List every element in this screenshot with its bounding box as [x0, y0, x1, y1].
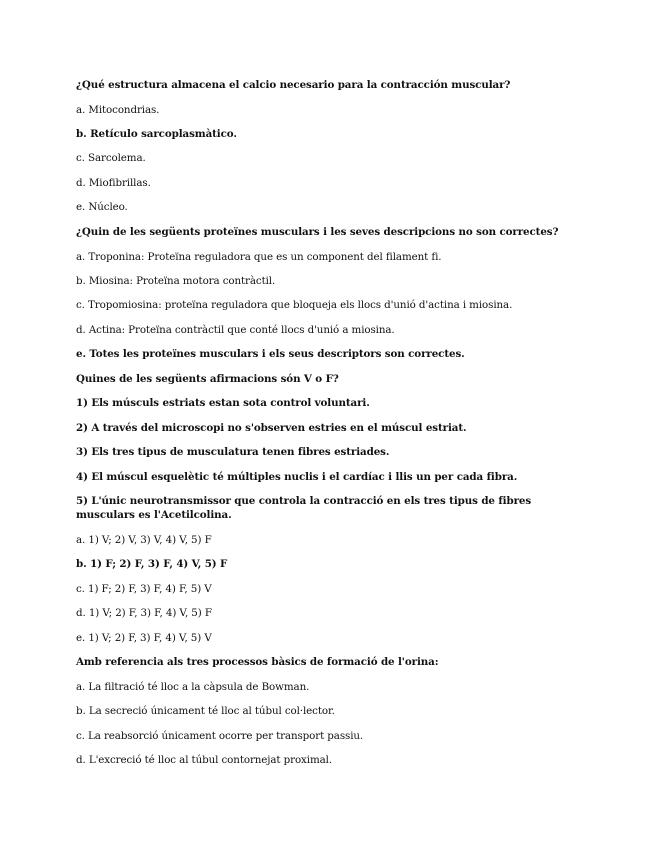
question-4-prompt: Amb referencia als tres processos bàsics de formació de l'orina: [76, 656, 439, 668]
question-3-statement-1: 1) Els músculs estriats estan sota control voluntari. [76, 397, 370, 409]
question-3-option-e: e. 1) V; 2) F, 3) F, 4) V, 5) V [76, 632, 212, 644]
question-3-option-a: a. 1) V; 2) V, 3) V, 4) V, 5) F [76, 534, 212, 546]
question-1-option-a: a. Mitocondrias. [76, 104, 160, 116]
question-4-option-c: c. La reabsorció únicament ocorre per transport passiu. [76, 730, 364, 742]
question-1-option-c: c. Sarcolema. [76, 152, 146, 164]
question-3-prompt: Quines de les següents afirmacions són V o F? [76, 373, 339, 385]
question-2-option-c: c. Tropomiosina: proteïna reguladora que bloqueja els llocs d'unió d'actina i miosina. [76, 299, 513, 311]
question-2-option-e: e. Totes les proteïnes musculars i els seus descriptors son correctes. [76, 348, 465, 360]
question-2-option-a: a. Troponina: Proteïna reguladora que es un component del filament fi. [76, 251, 442, 263]
question-1-option-b: b. Retículo sarcoplasmàtico. [76, 128, 237, 140]
question-1-option-e: e. Núcleo. [76, 201, 128, 213]
question-4-option-a: a. La filtració té lloc a la càpsula de Bowman. [76, 681, 310, 693]
question-3-option-c: c. 1) F; 2) F, 3) F, 4) F, 5) V [76, 583, 212, 595]
question-3-statement-2: 2) A través del microscopi no s'observen estries en el múscul estriat. [76, 422, 467, 434]
question-4-option-d: d. L'excreció té lloc al túbul contornejat proximal. [76, 754, 333, 766]
question-1-option-d: d. Miofibrillas. [76, 177, 151, 189]
question-3-statement-3: 3) Els tres tipus de musculatura tenen fibres estriades. [76, 446, 390, 458]
question-2-option-d: d. Actina: Proteïna contràctil que conté llocs d'unió a miosina. [76, 324, 395, 336]
question-3-option-b: b. 1) F; 2) F, 3) F, 4) V, 5) F [76, 558, 228, 570]
question-3-option-d: d. 1) V; 2) F, 3) F, 4) V, 5) F [76, 607, 212, 619]
question-3-statement-4: 4) El múscul esquelètic té múltiples nuclis i el cardíac i llis un per cada fibra. [76, 471, 518, 483]
question-2-prompt: ¿Quin de les següents proteïnes musculars i les seves descripcions no son correctes? [76, 226, 559, 238]
question-2-option-b: b. Miosina: Proteïna motora contràctil. [76, 275, 276, 287]
question-4-option-b: b. La secreció únicament té lloc al túbul col·lector. [76, 705, 335, 717]
question-1-prompt: ¿Qué estructura almacena el calcio necesario para la contracción muscular? [76, 79, 511, 91]
question-3-statement-5: 5) L'únic neurotransmissor que controla la contracció en els tres tipus de fibres musculars es l'Acetilcolina. [76, 495, 532, 521]
